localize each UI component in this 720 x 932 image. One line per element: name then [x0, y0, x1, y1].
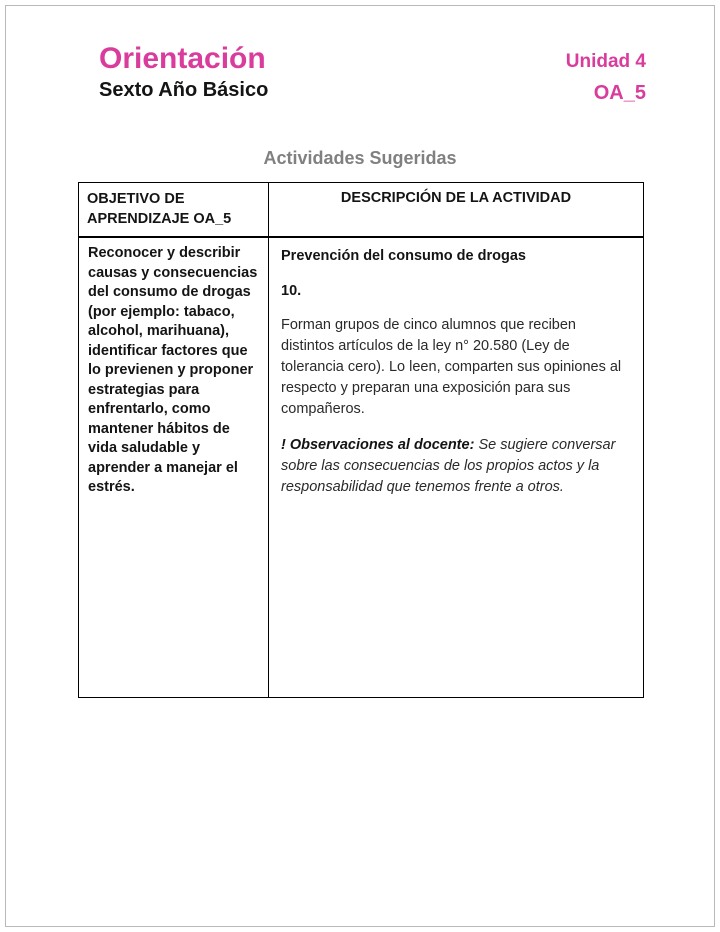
description-cell: [269, 237, 644, 697]
teacher-note-label: ! Observaciones al docente:: [281, 437, 475, 454]
header-left: [99, 42, 268, 102]
oa-label: OA_5: [593, 82, 646, 104]
table-header-row: [79, 183, 644, 238]
table-row: [79, 237, 644, 697]
activity-body: Forman grupos de cinco alumnos que reciben distintos artículos de la ley n° 20.580 (Ley de tolerancia cero). Lo leen, comparten sus opiniones al respecto y preparan una exposición para sus compañeros.: [281, 317, 622, 418]
grade-subtitle: Sexto Año Básico: [99, 79, 269, 101]
header-right: [566, 42, 646, 105]
document-header: [99, 42, 646, 105]
teacher-note-text: Se sugiere conversar sobre las consecuencias de los propios actos y la responsabilidad que tenemos frente a otros.: [281, 437, 616, 496]
teacher-note: [281, 435, 631, 498]
activity-number: 10.: [281, 283, 302, 300]
column-header-objective: OBJETIVO DE APRENDIZAJE OA_5: [79, 183, 269, 238]
activities-table: [78, 182, 644, 698]
column-header-description: DESCRIPCIÓN DE LA ACTIVIDAD: [269, 183, 644, 238]
objective-cell: [79, 237, 269, 697]
unit-label: Unidad 4: [565, 51, 646, 72]
subject-title: Orientación: [99, 42, 266, 75]
objective-text: Reconocer y describir causas y consecuencias del consumo de drogas (por ejemplo: tabaco, alcohol, marihuana), identificar factores que lo previenen y proponer estrategias para enfrentarlo, como mantener hábitos de vida saludable y aprender a manejar el estrés.: [88, 245, 258, 496]
activity-title: Prevención del consumo de drogas: [281, 248, 526, 265]
section-title: Actividades Sugeridas: [263, 148, 457, 168]
